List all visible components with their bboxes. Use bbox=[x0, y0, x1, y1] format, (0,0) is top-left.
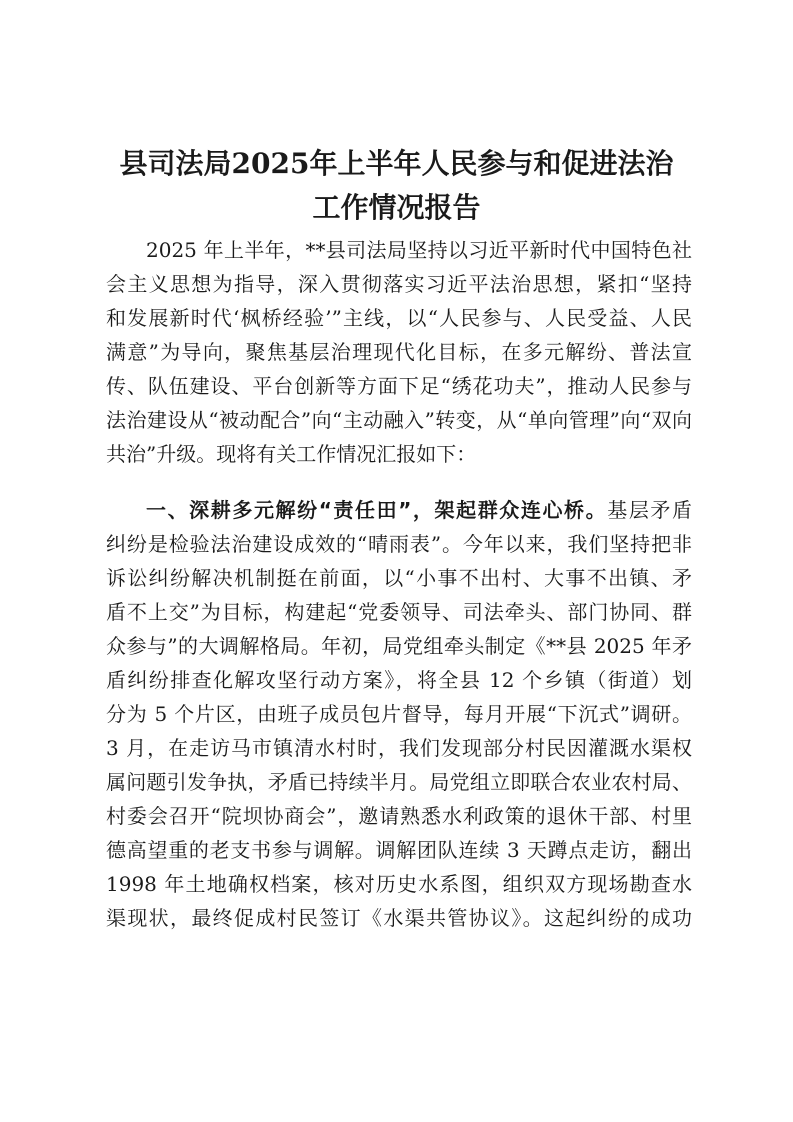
paragraph-2-line: 渠现状，最终促成村民签订《水渠共管协议》。这起纠纷的成功 bbox=[106, 906, 692, 930]
paragraph-2-line: 分为 5 个片区，由班子成员包片督导，每月开展“下沉式”调研。 bbox=[106, 702, 692, 726]
paragraph-2-line: 盾不上交”为目标，构建起“党委领导、司法牵头、部门协同、群 bbox=[106, 600, 692, 624]
paragraph-1-line: 共治”升级。现将有关工作情况汇报如下： bbox=[106, 442, 477, 466]
paragraph-1-line: 2025 年上半年，**县司法局坚持以习近平新时代中国特色社 bbox=[146, 238, 692, 262]
document-title-line-2: 工作情况报告 bbox=[312, 191, 481, 224]
paragraph-2-line: 1998 年土地确权档案，核对历史水系图，组织双方现场勘查水 bbox=[106, 872, 692, 896]
paragraph-1-line: 法治建设从“被动配合”向“主动融入”转变，从“单向管理”向“双向 bbox=[106, 408, 692, 432]
paragraph-2-line: 属问题引发争执，矛盾已持续半月。局党组立即联合农业农村局、 bbox=[106, 770, 692, 794]
paragraph-1-line: 传、队伍建设、平台创新等方面下足“绣花功夫”，推动人民参与 bbox=[106, 374, 692, 398]
paragraph-2-line: 村委会召开“院坝协商会”，邀请熟悉水利政策的退休干部、村里 bbox=[106, 804, 692, 828]
paragraph-1-line: 会主义思想为指导，深入贯彻落实习近平法治思想，紧扣“坚持 bbox=[106, 272, 692, 296]
section-1-heading: 一、深耕多元解纷“责任田”，架起群众连心桥。 bbox=[146, 498, 608, 522]
paragraph-2-line: 众参与”的大调解格局。年初，局党组牵头制定《**县 2025 年矛 bbox=[106, 634, 692, 658]
paragraph-2-line: 3 月，在走访马市镇清水村时，我们发现部分村民因灌溉水渠权 bbox=[106, 736, 692, 760]
paragraph-2-line: 盾纠纷排查化解攻坚行动方案》，将全县 12 个乡镇（街道）划 bbox=[106, 668, 692, 692]
paragraph-2-line: 纠纷是检验法治建设成效的“晴雨表”。今年以来，我们坚持把非 bbox=[106, 532, 692, 556]
paragraph-2-line: 德高望重的老支书参与调解。调解团队连续 3 天蹲点走访，翻出 bbox=[106, 838, 692, 862]
document-title-line-1: 县司法局2025年上半年人民参与和促进法治 bbox=[119, 147, 674, 180]
paragraph-1-line: 和发展新时代‘枫桥经验’”主线，以“人民参与、人民受益、人民 bbox=[106, 306, 692, 330]
section-1-first-line bbox=[146, 493, 692, 527]
paragraph-1-line: 满意”为导向，聚焦基层治理现代化目标，在多元解纷、普法宣 bbox=[106, 340, 692, 364]
section-1-first-line-text: 基层矛盾 bbox=[607, 498, 692, 522]
paragraph-2-line: 诉讼纠纷解决机制挺在前面，以“小事不出村、大事不出镇、矛 bbox=[106, 566, 692, 590]
